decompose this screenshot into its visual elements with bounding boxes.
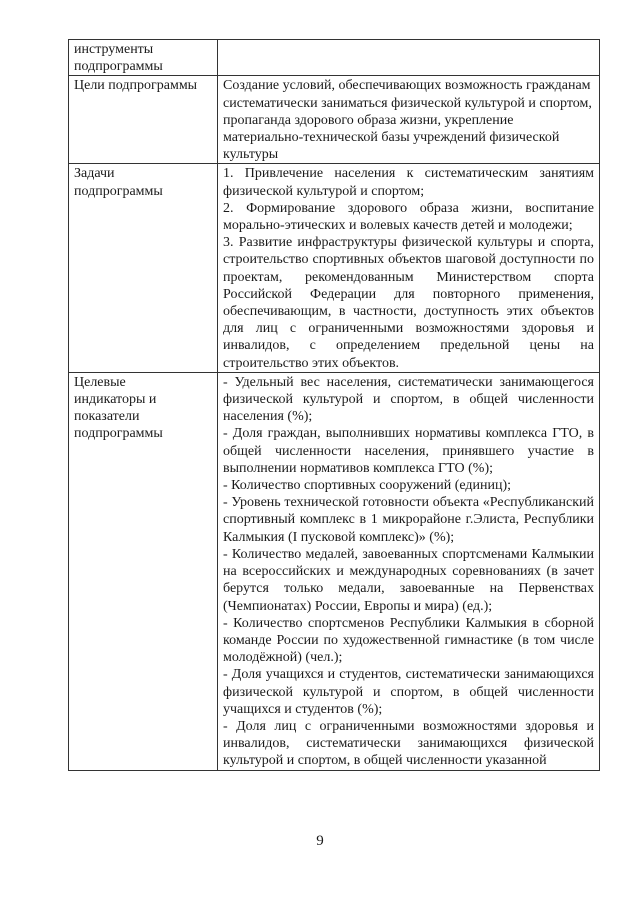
row-content-indicators [218,372,600,770]
indicator-item: - Доля учащихся и студентов, систематически занимающихся физической культурой и спортом, в общей численности учащихся и студентов (%); [223,667,594,717]
page-number: 9 [316,833,324,849]
goals-text: Создание условий, обеспечивающих возможность гражданам систематически заниматься физической культурой и спортом, пропаганда здорового образа жизни, укрепление материально-технической базы учреждений физической культуры [223,78,592,163]
label-line: подпрограммы [74,59,163,75]
indicator-item: - Уровень технической готовности объекта «Республиканский спортивный комплекс в 1 микрорайоне г.Элиста, Республики Калмыкия (I пусковой комплекс)» (%); [223,495,594,545]
indicator-item: - Количество медалей, завоеванных спортсменами Калмыкии на всероссийских и международных соревнованиях (в зачет берутся только медали, завоеванные на Первенствах (Чемпионатах) России, Европы и мира) (ед.); [223,546,594,614]
label-line: подпрограммы [74,183,163,199]
row-label-tasks [69,164,218,372]
label-line: инструменты [74,42,154,57]
indicator-item: - Доля граждан, выполнивших нормативы комплекса ГТО, в общей численности населения, принявшего участие в выполнении нормативов комплекса ГТО (%); [223,426,594,476]
indicator-item: - Удельный вес населения, систематически занимающегося физической культурой и спортом, в общей численности населения (%); [223,374,594,425]
label-line: Цели подпрограммы [74,78,198,94]
table-row [69,76,600,164]
indicator-item: - Количество спортивных сооружений (единиц); [223,478,512,494]
label-line: показатели [74,409,140,425]
subprogram-passport-table [68,39,600,771]
row-content-goals [218,76,600,164]
task-item: 3. Развитие инфраструктуры физической культуры и спорта, строительство спортивных объектов шаговой доступности по проектам, рекомендованным Министерством спорта Российской Федерации для повторного применения, обеспечивающим, в частности, доступность этих объектов для лиц с ограниченными возможностями здоровья и инвалидов, с определением предельной цены на строительство этих объектов. [223,235,594,371]
label-line: Целевые [74,374,126,390]
label-line: подпрограммы [74,426,163,442]
task-item: 1. Привлечение населения к систематическим занятиям физической культурой и спортом; [223,166,594,199]
task-item: 2. Формирование здорового образа жизни, воспитание морально-этических и волевых качеств детей и молодежи; [223,200,594,234]
label-line: индикаторы и [74,392,157,408]
indicator-item: - Количество спортсменов Республики Калмыкия в сборной команде России по художественной гимнастике (в том числе молодёжной) (чел.); [223,615,594,666]
row-content-tools [218,40,600,76]
label-line: Задачи [74,166,115,182]
row-content-tasks [218,164,600,372]
row-label-indicators [69,372,218,770]
row-label-tools [69,40,218,76]
table-row [69,164,600,372]
table-row [69,372,600,770]
row-label-goals [69,76,218,164]
indicator-item: - Доля лиц с ограниченными возможностями здоровья и инвалидов, систематически занимающихся физической культурой и спортом, в общей численности указанной [223,718,594,769]
table-row [69,40,600,76]
